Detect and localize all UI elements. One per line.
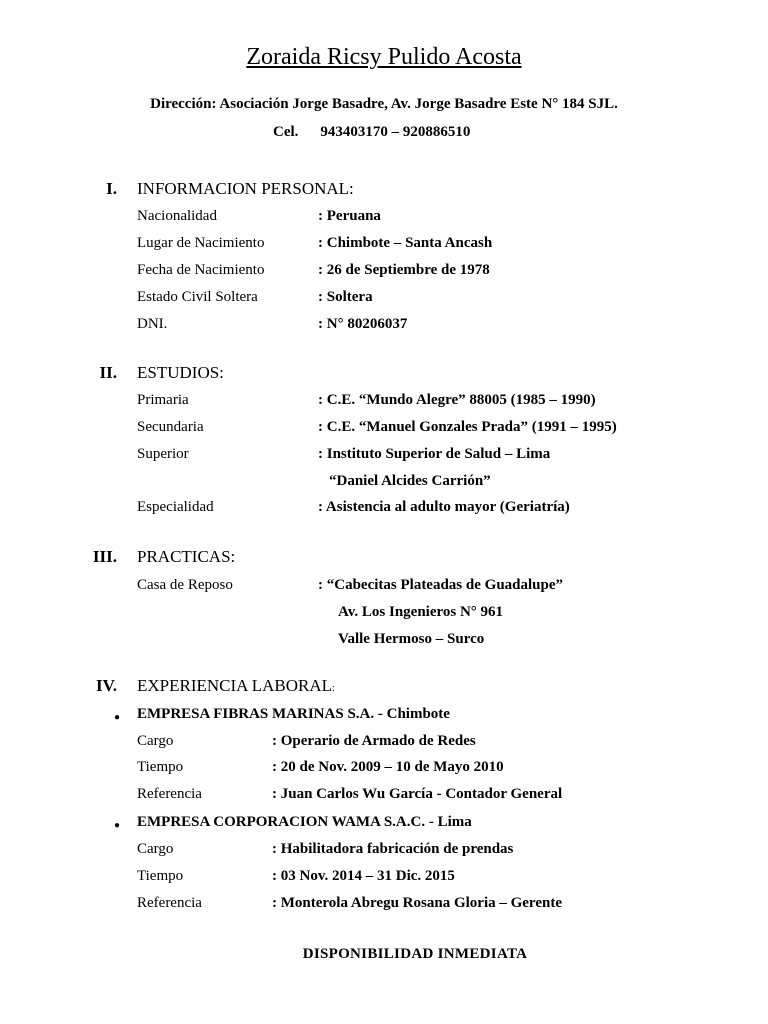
personal-label: Fecha de Nacimiento: [137, 262, 265, 278]
personal-label: Nacionalidad: [137, 208, 217, 224]
studies-value: : C.E. “Manuel Gonzales Prada” (1991 – 1995): [318, 419, 617, 435]
personal-label: DNI.: [137, 316, 168, 332]
section-number-practices: III.: [92, 547, 117, 566]
personal-label: Estado Civil Soltera: [137, 289, 258, 305]
studies-label: Primaria: [137, 392, 189, 408]
job-company: EMPRESA CORPORACION WAMA S.A.C. - Lima: [137, 814, 472, 830]
job-value: : Habilitadora fabricación de prendas: [272, 841, 514, 857]
personal-value: : Peruana: [318, 208, 381, 224]
practices-value: : “Cabecitas Plateadas de Guadalupe”: [318, 577, 564, 593]
practices-label: Casa de Reposo: [137, 577, 233, 593]
personal-value: : Chimbote – Santa Ancash: [318, 235, 493, 251]
job-value: : Juan Carlos Wu García - Contador General: [272, 786, 563, 802]
section-title-personal: INFORMACION PERSONAL:: [137, 179, 354, 198]
section-title-studies: ESTUDIOS:: [137, 363, 224, 382]
job-value: : 03 Nov. 2014 – 31 Dic. 2015: [272, 868, 455, 884]
availability-note: DISPONIBILIDAD INMEDIATA: [302, 946, 528, 962]
studies-value-continued: “Daniel Alcides Carrión”: [329, 473, 491, 489]
section-number-experience: IV.: [96, 676, 117, 695]
bullet-icon: ●: [114, 712, 121, 723]
job-label: Cargo: [137, 733, 174, 749]
phone-label: Cel.: [273, 124, 299, 140]
section-title-colon: :: [332, 683, 335, 694]
section-title-experience-text: EXPERIENCIA LABORAL: [137, 676, 333, 695]
studies-value: : C.E. “Mundo Alegre” 88005 (1985 – 1990): [318, 392, 596, 408]
address: Dirección: Asociación Jorge Basadre, Av. Jorge Basadre Este N° 184 SJL.: [150, 96, 618, 112]
studies-label: Especialidad: [137, 499, 214, 515]
candidate-name: Zoraida Ricsy Pulido Acosta: [246, 44, 522, 70]
job-label: Referencia: [137, 895, 202, 911]
job-label: Tiempo: [137, 759, 184, 775]
personal-value: : Soltera: [318, 289, 373, 305]
job-label: Tiempo: [137, 868, 184, 884]
phone-line: [273, 124, 470, 141]
studies-label: Superior: [137, 446, 189, 462]
section-title-practices: PRACTICAS:: [137, 547, 236, 566]
personal-label: Lugar de Nacimiento: [137, 235, 265, 251]
personal-value: : N° 80206037: [318, 316, 408, 332]
job-label: Cargo: [137, 841, 174, 857]
job-company: EMPRESA FIBRAS MARINAS S.A. - Chimbote: [137, 706, 450, 722]
phone-numbers: 943403170 – 920886510: [320, 124, 471, 140]
studies-label: Secundaria: [137, 419, 204, 435]
section-title-experience: [137, 676, 335, 696]
bullet-icon: ●: [114, 820, 121, 831]
practices-value-continued: Av. Los Ingenieros N° 961: [338, 604, 504, 620]
job-label: Referencia: [137, 786, 202, 802]
job-value: : Monterola Abregu Rosana Gloria – Gerente: [272, 895, 562, 911]
section-number-personal: I.: [106, 179, 117, 198]
studies-value: : Instituto Superior de Salud – Lima: [318, 446, 551, 462]
practices-value-continued: Valle Hermoso – Surco: [338, 631, 485, 647]
studies-value: : Asistencia al adulto mayor (Geriatría): [318, 499, 570, 515]
section-number-studies: II.: [99, 363, 117, 382]
job-value: : 20 de Nov. 2009 – 10 de Mayo 2010: [272, 759, 504, 775]
personal-value: : 26 de Septiembre de 1978: [318, 262, 490, 278]
job-value: : Operario de Armado de Redes: [272, 733, 476, 749]
